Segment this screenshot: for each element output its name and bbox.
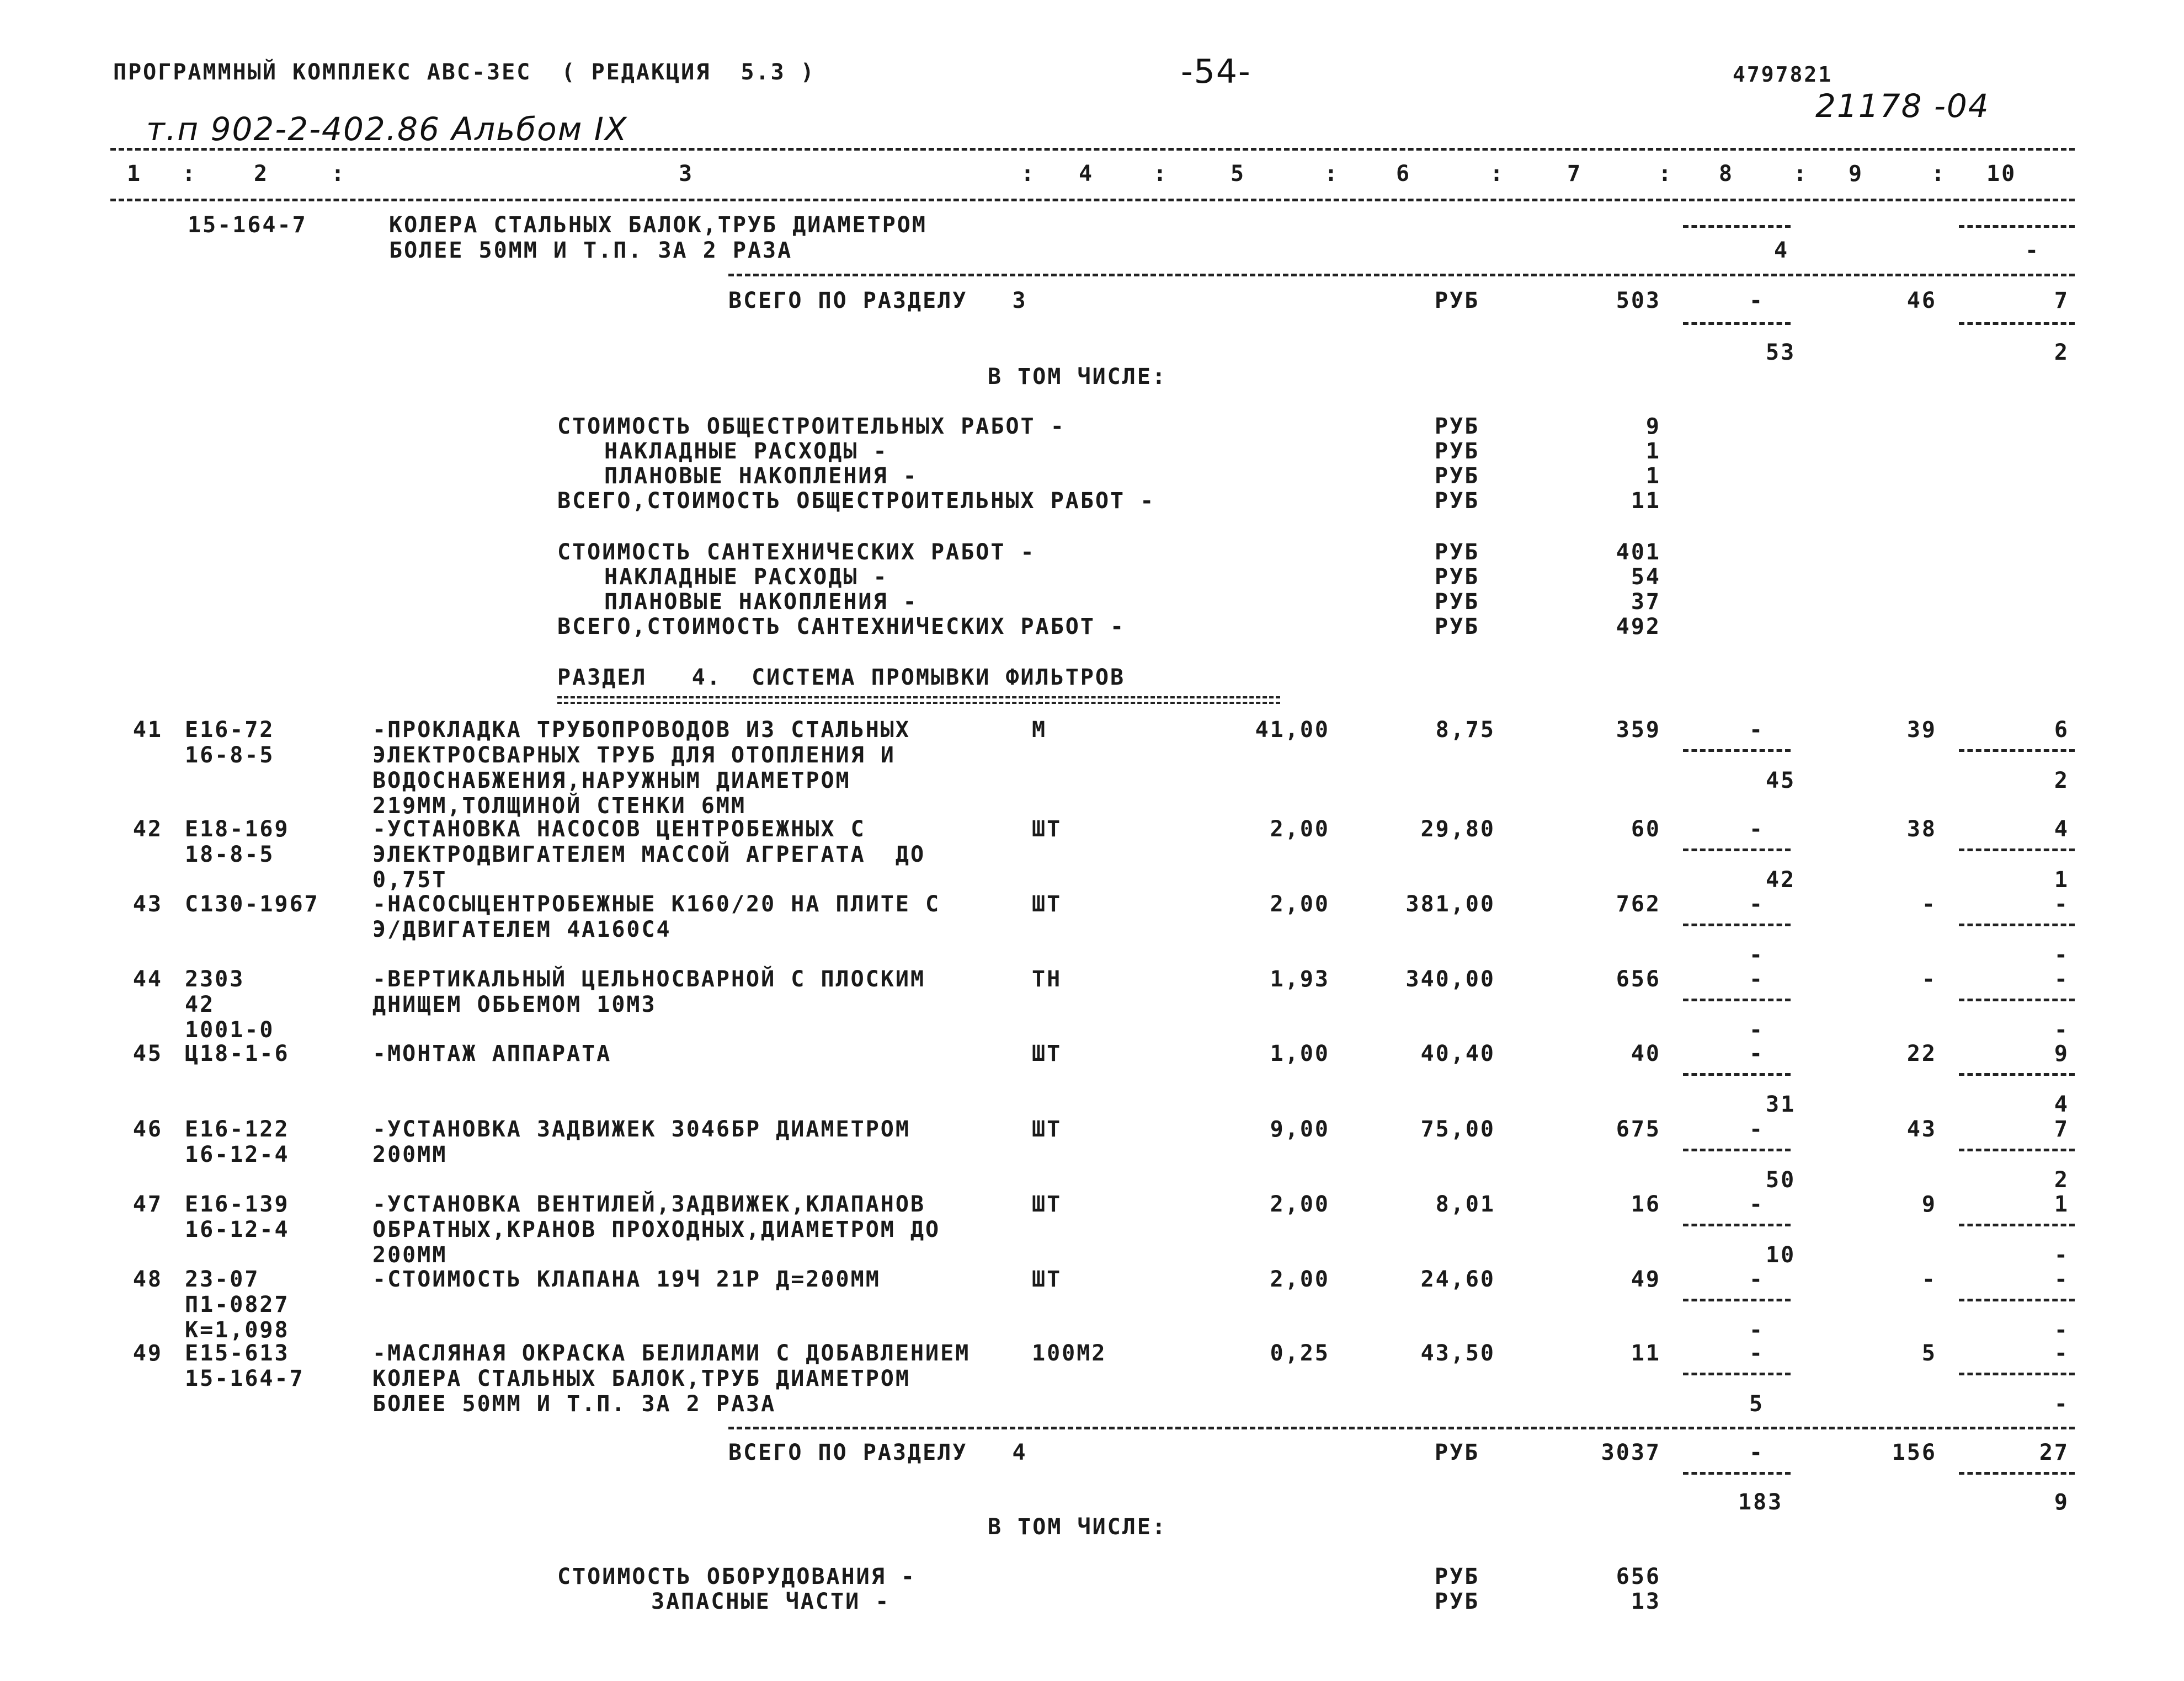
row-unit: ШТ	[1032, 1117, 1062, 1142]
summary-value: 11	[1631, 488, 1661, 514]
row-col8-bottom: 31	[1766, 1092, 1796, 1117]
summary-value: 9	[1645, 414, 1661, 439]
row-description: -НАСОСЫЦЕНТРОБЕЖНЫЕ К160/20 НА ПЛИТЕ С Э/ДВИГАТЕЛЕМ 4А160С4	[372, 892, 941, 942]
col-2: 2	[254, 161, 269, 186]
project-code: 21178 -04	[1815, 87, 1990, 125]
row-number: 44	[132, 967, 163, 992]
row-description: -МАСЛЯНАЯ ОКРАСКА БЕЛИЛАМИ С ДОБАВЛЕНИЕМ КОЛЕРА СТАЛЬНЫХ БАЛОК,ТРУБ ДИАМЕТРОМ БОЛЕЕ 50ММ И Т.П. ЗА 2 РАЗА	[372, 1341, 971, 1417]
row-description: -МОНТАЖ АППАРАТА	[372, 1041, 612, 1066]
row-quantity: 2,00	[1270, 892, 1330, 917]
row-unit-price: 29,80	[1420, 817, 1495, 842]
row-code: Е16-122 16-12-4	[185, 1117, 290, 1167]
col-10: 10	[1986, 161, 2017, 186]
cell-separator	[1683, 999, 1791, 1001]
row-unit: ШТ	[1032, 1192, 1062, 1217]
total-label: ВСЕГО ПО РАЗДЕЛУ 3	[728, 288, 1027, 313]
row-col10-top: 6	[2054, 717, 2069, 743]
row-col9: 5	[1921, 1341, 1937, 1366]
row-col8-top: -	[1749, 717, 1765, 743]
row-col10-top: -	[2054, 892, 2069, 917]
row-col9: 43	[1906, 1117, 1937, 1142]
total-c8a: -	[1749, 1440, 1765, 1465]
summary-label: СТОИМОСТЬ САНТЕХНИЧЕСКИХ РАБОТ -	[557, 540, 1036, 565]
summary-unit: РУБ	[1435, 1564, 1480, 1589]
row-col10-bottom: 2	[2054, 1167, 2069, 1193]
row-col9: 39	[1906, 717, 1937, 743]
cell-separator	[1959, 1073, 2075, 1076]
summary-unit: РУБ	[1435, 589, 1480, 615]
column-divider	[110, 199, 2075, 201]
row-col10-bottom: 4	[2054, 1092, 2069, 1117]
row-number: 47	[132, 1192, 163, 1217]
page-number: -54-	[1181, 52, 1251, 91]
row-col10-bottom: -	[2054, 1317, 2069, 1343]
row-col10-top: 7	[2054, 1117, 2069, 1142]
row-quantity: 1,00	[1270, 1041, 1330, 1066]
summary-label: ВСЕГО,СТОИМОСТЬ САНТЕХНИЧЕСКИХ РАБОТ -	[557, 614, 1126, 639]
row-number: 42	[132, 817, 163, 842]
row-unit: 100М2	[1032, 1341, 1107, 1366]
row-col8-bottom: -	[1749, 1317, 1765, 1343]
col-8: 8	[1719, 161, 1734, 186]
summary-unit: РУБ	[1435, 488, 1480, 514]
row-code: 2303 42 1001-0	[185, 967, 275, 1043]
summary-value: 1	[1645, 463, 1661, 489]
row-description: -УСТАНОВКА ВЕНТИЛЕЙ,ЗАДВИЖЕК,КЛАПАНОВ ОБРАТНЫХ,КРАНОВ ПРОХОДНЫХ,ДИАМЕТРОМ ДО 200ММ	[372, 1192, 941, 1268]
row-number: 46	[132, 1117, 163, 1142]
row-col8-top: -	[1749, 1041, 1765, 1066]
summary-unit: РУБ	[1435, 564, 1480, 590]
summary-label: НАКЛАДНЫЕ РАСХОДЫ -	[604, 439, 888, 464]
program-title: ПРОГРАММНЫЙ КОМПЛЕКС АВС-3ЕС ( РЕДАКЦИЯ 5.3 )	[113, 60, 816, 85]
row-col8-bottom: 5	[1749, 1391, 1765, 1417]
total-c8a: -	[1749, 288, 1765, 313]
row-code: Ц18-1-6	[185, 1041, 290, 1066]
row-col10-top: 1	[2054, 1192, 2069, 1217]
row-unit-price: 43,50	[1420, 1341, 1495, 1366]
summary-value: 656	[1616, 1564, 1661, 1589]
row-col10-top: 9	[2054, 1041, 2069, 1066]
summary-label: СТОИМОСТЬ ОБОРУДОВАНИЯ -	[557, 1564, 916, 1589]
row-code: С130-1967	[185, 892, 319, 917]
row-total: 40	[1631, 1041, 1661, 1066]
row-col9: -	[1921, 967, 1937, 992]
summary-label: ЗАПАСНЫЕ ЧАСТИ -	[651, 1589, 891, 1614]
row-number: 45	[132, 1041, 163, 1066]
row-description: -УСТАНОВКА ЗАДВИЖЕК 3046БР ДИАМЕТРОМ 200ММ	[372, 1117, 910, 1167]
top-item-code: 15-164-7	[188, 212, 307, 238]
row-unit: ШТ	[1032, 892, 1062, 917]
including-heading-2: В ТОМ ЧИСЛЕ:	[988, 1514, 1167, 1540]
cell-separator	[1683, 1073, 1791, 1076]
row-col8-top: -	[1749, 1267, 1765, 1292]
row-col8-bottom: 45	[1766, 768, 1796, 793]
row-unit: М	[1032, 717, 1047, 743]
row-col8-top: -	[1749, 1341, 1765, 1366]
row-quantity: 2,00	[1270, 1267, 1330, 1292]
row-col10-top: -	[2054, 967, 2069, 992]
summary-unit: РУБ	[1435, 414, 1480, 439]
row-unit-price: 8,75	[1435, 717, 1495, 743]
row-total: 359	[1616, 717, 1661, 743]
summary-value: 37	[1631, 589, 1661, 615]
row-code: Е16-139 16-12-4	[185, 1192, 290, 1242]
row-col8-bottom: -	[1749, 942, 1765, 968]
col-1: 1	[127, 161, 142, 186]
including-heading-1: В ТОМ ЧИСЛЕ:	[988, 364, 1167, 389]
row-col9: 9	[1921, 1192, 1937, 1217]
cell-separator	[1683, 1224, 1791, 1226]
row-unit-price: 381,00	[1405, 892, 1495, 917]
top-item-desc-2: БОЛЕЕ 50ММ И Т.П. ЗА 2 РАЗА	[389, 238, 793, 263]
summary-unit: РУБ	[1435, 614, 1480, 639]
cell-separator	[1683, 1149, 1791, 1151]
cell-separator	[1959, 1299, 2075, 1301]
summary-unit: РУБ	[1435, 1589, 1480, 1614]
cell-separator	[1959, 848, 2075, 851]
row-unit: ШТ	[1032, 1267, 1062, 1292]
row-description: -ВЕРТИКАЛЬНЫЙ ЦЕЛЬНОСВАРНОЙ С ПЛОСКИМ ДНИЩЕМ ОБЬЕМОМ 10М3	[372, 967, 926, 1017]
row-total: 656	[1616, 967, 1661, 992]
cell-separator	[1959, 999, 2075, 1001]
cell-separator	[1683, 1373, 1791, 1375]
row-quantity: 9,00	[1270, 1117, 1330, 1142]
total-sum: 503	[1616, 288, 1661, 313]
cell-separator	[1959, 1224, 2075, 1226]
row-code: Е16-72 16-8-5	[185, 717, 275, 768]
row-col8-bottom: 10	[1766, 1242, 1796, 1268]
cell-separator	[1959, 749, 2075, 752]
cell-separator	[1959, 1373, 2075, 1375]
total-c8b: 183	[1738, 1490, 1783, 1515]
row-col8-top: -	[1749, 817, 1765, 842]
row-description: -СТОИМОСТЬ КЛАПАНА 19Ч 21Р Д=200ММ	[372, 1267, 881, 1292]
row-col8-top: -	[1749, 1192, 1765, 1217]
row-col9: -	[1921, 1267, 1937, 1292]
col-6: 6	[1396, 161, 1411, 186]
summary-label: СТОИМОСТЬ ОБЩЕСТРОИТЕЛЬНЫХ РАБОТ -	[557, 414, 1066, 439]
row-col8-top: -	[1749, 892, 1765, 917]
col-5: 5	[1231, 161, 1246, 186]
row-code: Е18-169 18-8-5	[185, 817, 290, 867]
total-c10a: 7	[2054, 288, 2069, 313]
summary-value: 1	[1645, 439, 1661, 464]
doc-number: 4797821	[1733, 62, 1833, 87]
cell-separator	[1959, 1149, 2075, 1151]
total-c10b: 9	[2054, 1490, 2069, 1515]
cell-separator	[1683, 924, 1791, 926]
row-col9: 22	[1906, 1041, 1937, 1066]
row-col10-top: 4	[2054, 817, 2069, 842]
row-unit-price: 24,60	[1420, 1267, 1495, 1292]
album-reference: т.п 902-2-402.86 Альбом IX	[146, 110, 628, 148]
total-c9: 156	[1892, 1440, 1937, 1465]
summary-label: НАКЛАДНЫЕ РАСХОДЫ -	[604, 564, 888, 590]
row-code: Е15-613 15-164-7	[185, 1341, 305, 1391]
row-unit: ШТ	[1032, 1041, 1062, 1066]
section-4-title: РАЗДЕЛ 4. СИСТЕМА ПРОМЫВКИ ФИЛЬТРОВ	[557, 665, 1126, 690]
total-c10a: 27	[2039, 1440, 2069, 1465]
row-col10-top: -	[2054, 1267, 2069, 1292]
row-total: 16	[1631, 1192, 1661, 1217]
summary-label: ПЛАНОВЫЕ НАКОПЛЕНИЯ -	[604, 463, 918, 489]
header-divider	[110, 148, 2075, 151]
cell-separator	[1683, 1299, 1791, 1301]
row-col10-top: -	[2054, 1341, 2069, 1366]
row-col10-bottom: 2	[2054, 768, 2069, 793]
col-4: 4	[1079, 161, 1094, 186]
row-quantity: 41,00	[1255, 717, 1330, 743]
cell-separator	[1959, 924, 2075, 926]
row-total: 762	[1616, 892, 1661, 917]
row-col8-top: -	[1749, 1117, 1765, 1142]
total-c9: 46	[1906, 288, 1937, 313]
summary-value: 492	[1616, 614, 1661, 639]
row-quantity: 1,93	[1270, 967, 1330, 992]
total-sum: 3037	[1601, 1440, 1661, 1465]
summary-unit: РУБ	[1435, 463, 1480, 489]
row-col8-bottom: -	[1749, 1017, 1765, 1043]
section-title-underline	[557, 696, 1280, 704]
col-7: 7	[1567, 161, 1583, 186]
row-col8-bottom: 42	[1766, 867, 1796, 893]
row-col10-bottom: -	[2054, 942, 2069, 968]
row-total: 675	[1616, 1117, 1661, 1142]
summary-value: 54	[1631, 564, 1661, 590]
col-3: 3	[679, 161, 694, 186]
top-item-desc-1: КОЛЕРА СТАЛЬНЫХ БАЛОК,ТРУБ ДИАМЕТРОМ	[389, 212, 927, 238]
summary-label: ВСЕГО,СТОИМОСТЬ ОБЩЕСТРОИТЕЛЬНЫХ РАБОТ -	[557, 488, 1155, 514]
row-col10-bottom: -	[2054, 1017, 2069, 1043]
row-col8-top: -	[1749, 967, 1765, 992]
row-total: 11	[1631, 1341, 1661, 1366]
row-unit-price: 8,01	[1435, 1192, 1495, 1217]
row-unit-price: 75,00	[1420, 1117, 1495, 1142]
row-number: 49	[132, 1341, 163, 1366]
row-unit: ШТ	[1032, 817, 1062, 842]
total-label: ВСЕГО ПО РАЗДЕЛУ 4	[728, 1440, 1027, 1465]
summary-label: ПЛАНОВЫЕ НАКОПЛЕНИЯ -	[604, 589, 918, 615]
row-unit-price: 40,40	[1420, 1041, 1495, 1066]
row-col9: 38	[1906, 817, 1937, 842]
cell-separator	[1683, 749, 1791, 752]
total-unit: РУБ	[1435, 288, 1480, 313]
row-code: 23-07 П1-0827 К=1,098	[185, 1267, 290, 1343]
row-col10-bottom: -	[2054, 1391, 2069, 1417]
total-c10b: 2	[2054, 340, 2069, 365]
total-unit: РУБ	[1435, 1440, 1480, 1465]
row-quantity: 2,00	[1270, 1192, 1330, 1217]
summary-value: 401	[1616, 540, 1661, 565]
row-quantity: 2,00	[1270, 817, 1330, 842]
row-description: -УСТАНОВКА НАСОСОВ ЦЕНТРОБЕЖНЫХ С ЭЛЕКТРОДВИГАТЕЛЕМ МАССОЙ АГРЕГАТА ДО 0,75Т	[372, 817, 926, 893]
row-unit: ТН	[1032, 967, 1062, 992]
row-description: -ПРОКЛАДКА ТРУБОПРОВОДОВ ИЗ СТАЛЬНЫХ ЭЛЕКТРОСВАРНЫХ ТРУБ ДЛЯ ОТОПЛЕНИЯ И ВОДОСНАБЖЕНИЯ,НАРУЖНЫМ ДИАМЕТРОМ 219ММ,ТОЛЩИНОЙ СТЕНКИ 6ММ	[372, 717, 910, 819]
row-col10-bottom: -	[2054, 1242, 2069, 1268]
row-quantity: 0,25	[1270, 1341, 1330, 1366]
row-unit-price: 340,00	[1405, 967, 1495, 992]
row-total: 60	[1631, 817, 1661, 842]
top-item-c10: -	[2025, 238, 2041, 263]
summary-unit: РУБ	[1435, 540, 1480, 565]
top-item-c8: 4	[1774, 238, 1789, 263]
row-col9: -	[1921, 892, 1937, 917]
col-9: 9	[1849, 161, 1864, 186]
summary-value: 13	[1631, 1589, 1661, 1614]
summary-unit: РУБ	[1435, 439, 1480, 464]
row-number: 48	[132, 1267, 163, 1292]
row-col8-bottom: 50	[1766, 1167, 1796, 1193]
total-c8b: 53	[1766, 340, 1796, 365]
row-col10-bottom: 1	[2054, 867, 2069, 893]
row-number: 41	[132, 717, 163, 743]
cell-separator	[1683, 848, 1791, 851]
row-number: 43	[132, 892, 163, 917]
row-total: 49	[1631, 1267, 1661, 1292]
